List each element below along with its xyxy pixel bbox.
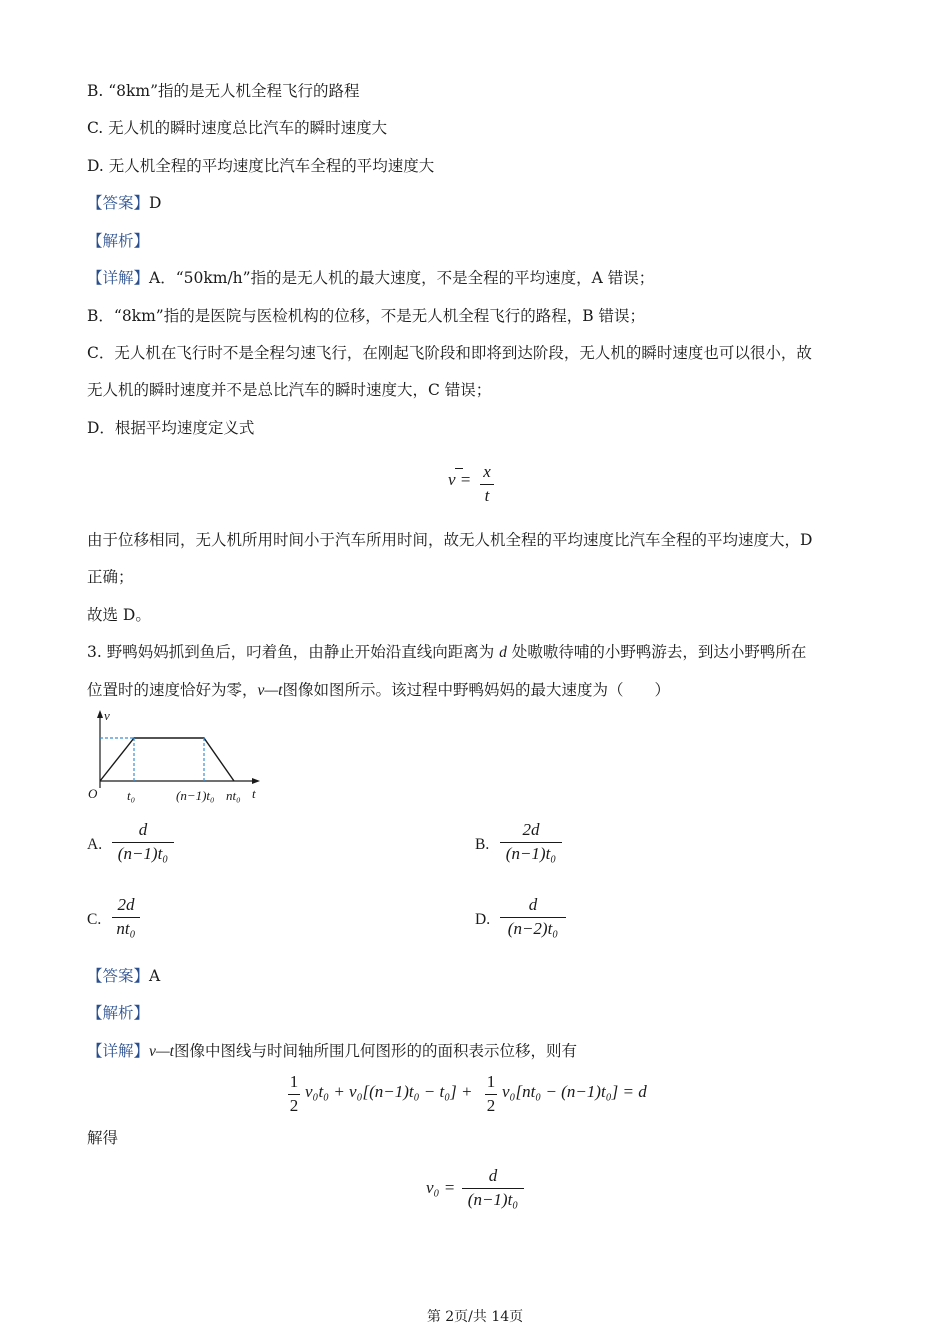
option-d-bar (500, 917, 566, 918)
eq2-half2-den: 2 (486, 1096, 496, 1115)
question-3-line1 (87, 642, 806, 663)
eq2-half1-den: 2 (289, 1096, 299, 1115)
y-axis-label: v (104, 708, 110, 723)
answer3-value: A (149, 967, 161, 985)
option-b-label: B. (475, 836, 490, 853)
option-b-den: (n−1)t₀ (505, 844, 557, 863)
x-axis-arrow (252, 778, 260, 784)
option-a-den: (n−1)t₀ (117, 844, 169, 863)
option-a-bar (112, 842, 174, 843)
eq2-half-1 (288, 1072, 300, 1116)
eq1-num: x (483, 462, 491, 481)
detail-1-d: D．根据平均速度定义式 (87, 419, 255, 437)
conclusion-2: 正确； (87, 568, 134, 586)
eq1-den: t (484, 486, 490, 505)
equation-avg-velocity (448, 462, 508, 508)
option-d-num: d (528, 895, 538, 914)
q3-text-d: 图像如图所示。该过程中野鸭妈妈的最大速度为（ ） (282, 681, 670, 699)
equation-displacement (288, 1072, 668, 1120)
equation-result (426, 1166, 546, 1216)
option-d-label: D. (475, 911, 491, 928)
detail-3 (87, 1041, 577, 1062)
option-c-text: C. 无人机的瞬时速度总比汽车的瞬时速度大 (87, 119, 388, 137)
eq3-num: d (488, 1166, 498, 1185)
detail-1-a (87, 268, 654, 288)
detail-1-c1: C．无人机在飞行时不是全程匀速飞行，在刚起飞阶段和即将到达阶段，无人机的瞬时速度也可以很小，故 (87, 344, 812, 362)
q3-text-a: 3. 野鸭妈妈抓到鱼后，叼着鱼，由静止开始沿直线向距离为 (87, 643, 495, 661)
q3-var-vt: v—t (257, 682, 283, 699)
detail3-text: 图像中图线与时间轴所围几何图形的的面积表示位移，则有 (173, 1042, 577, 1060)
option-a-num: d (138, 820, 148, 839)
eq1-fraction (480, 462, 494, 506)
option-c-bar (112, 917, 140, 918)
answer-value: D (149, 194, 162, 212)
detail-1-b: B．“8km”指的是医院与医检机构的位移，不是无人机全程飞行的路程，B 错误； (87, 307, 646, 325)
tick-t0: t₀ (127, 788, 136, 803)
detail-1-c2: 无人机的瞬时速度并不是总比汽车的瞬时速度大，C 错误； (87, 381, 492, 399)
eq2-mid: v₀t₀ + v₀[(n−1)t₀ − t₀] + (305, 1082, 473, 1101)
detail-a-text: A．“50km/h”指的是无人机的最大速度，不是全程的平均速度，A 错误； (149, 269, 655, 287)
q3-text-b: 处嗷嗷待哺的小野鸭游去，到达小野鸭所在 (511, 643, 807, 661)
conclusion-1: 由于位移相同，无人机所用时间小于汽车所用时间，故无人机全程的平均速度比汽车全程的平均速度大，D (87, 531, 813, 549)
eq2-half-2 (485, 1072, 497, 1116)
question-3-line2 (87, 680, 670, 701)
eq2-half1-bar (288, 1094, 300, 1095)
page-footer: 第 2页/共 14页 (426, 1309, 524, 1325)
y-axis-arrow (97, 710, 103, 718)
vbar-overline (455, 468, 463, 469)
q3-var-d: d (499, 644, 507, 661)
answer3-tag: 【答案】 (87, 967, 150, 985)
eq1-lhs: v = (448, 470, 472, 489)
vt-curve (100, 738, 234, 781)
eq2-half2-num: 1 (486, 1072, 496, 1091)
x-axis-label: t (252, 786, 256, 801)
eq2-tail: v₀[nt₀ − (n−1)t₀] = d (502, 1082, 647, 1101)
eq3-den: (n−1)t₀ (467, 1190, 519, 1209)
option-b-num: 2d (522, 820, 540, 839)
option-d-den: (n−2)t₀ (507, 919, 559, 938)
option-b-fraction (500, 820, 562, 864)
answer-1 (87, 193, 161, 213)
q3-text-c: 位置时的速度恰好为零， (87, 681, 258, 699)
option-b-text: B. “8km”指的是无人机全程飞行的路程 (87, 82, 360, 100)
eq1-bar (480, 484, 494, 485)
detail3-tag: 【详解】 (87, 1042, 150, 1060)
option-a-label: A. (87, 836, 103, 853)
eq3-fraction (462, 1166, 524, 1210)
detail3-var: v—t (149, 1043, 174, 1060)
answer-3 (87, 966, 160, 986)
option-a-fraction (112, 820, 174, 864)
option-c-fraction (112, 895, 140, 939)
eq2-half1-num: 1 (289, 1072, 299, 1091)
analysis-tag-1: 【解析】 (87, 232, 150, 250)
answer-tag: 【答案】 (87, 194, 150, 212)
analysis-tag-3: 【解析】 (87, 1004, 150, 1022)
eq3-lhs: v₀ = (426, 1178, 456, 1197)
option-c-label: C. (87, 911, 102, 928)
choose-1: 故选 D。 (87, 606, 151, 624)
tick-n1t0: (n−1)t₀ (176, 788, 215, 803)
tick-nt0: nt₀ (226, 788, 241, 803)
vt-graph (86, 708, 266, 806)
option-d-fraction (500, 895, 566, 939)
origin-label: O (88, 786, 98, 801)
option-d-text: D. 无人机全程的平均速度比汽车全程的平均速度大 (87, 157, 435, 175)
detail-tag: 【详解】 (87, 269, 150, 287)
solve-label: 解得 (87, 1129, 119, 1147)
eq2-half2-bar (485, 1094, 497, 1095)
option-c-num: 2d (117, 895, 135, 914)
option-b-bar (500, 842, 562, 843)
option-c-den: nt₀ (116, 919, 136, 938)
eq3-bar (462, 1188, 524, 1189)
